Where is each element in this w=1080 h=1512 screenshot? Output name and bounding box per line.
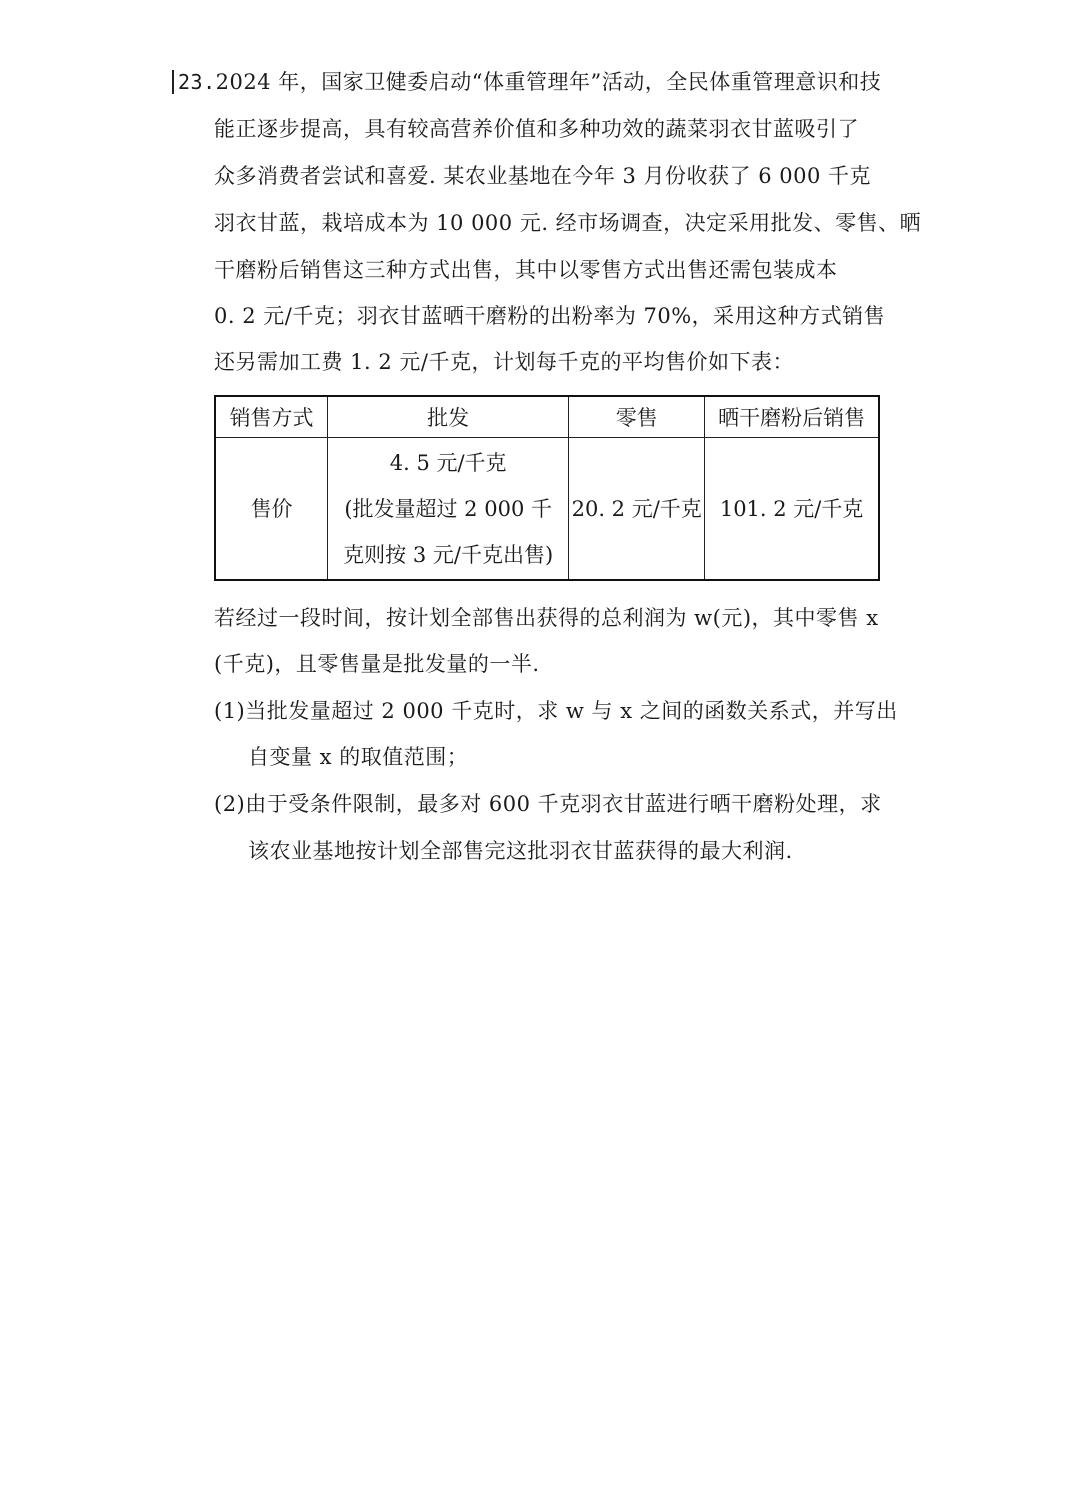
question-line-6: 0. 2 元/千克；羽衣甘蓝晒干磨粉的出粉率为 70%，采用这种方式销售 bbox=[214, 304, 886, 328]
wholesale-line-1: 4. 5 元/千克 bbox=[389, 450, 507, 475]
price-table-header-row bbox=[215, 396, 879, 438]
cell-powder-price: 101. 2 元/千克 bbox=[705, 438, 879, 581]
question-line-1 bbox=[178, 68, 881, 96]
question-line-2: 能正逐步提高，具有较高营养价值和多种功效的蔬菜羽衣甘蓝吸引了 bbox=[214, 117, 859, 141]
margin-mark bbox=[172, 70, 174, 94]
question-line-3: 众多消费者尝试和喜爱. 某农业基地在今年 3 月份收获了 6 000 千克 bbox=[214, 164, 872, 188]
header-wholesale: 批发 bbox=[328, 396, 569, 438]
price-table bbox=[214, 395, 880, 581]
question-number: 23. bbox=[178, 70, 216, 94]
price-table-row bbox=[215, 438, 879, 581]
question-line-5: 干磨粉后销售这三种方式出售，其中以零售方式出售还需包装成本 bbox=[214, 258, 838, 282]
part-2-line-1: (2)由于受条件限制，最多对 600 千克羽衣甘蓝进行晒干磨粉处理，求 bbox=[214, 792, 882, 816]
cell-retail-price: 20. 2 元/千克 bbox=[569, 438, 705, 581]
wholesale-line-2: (批发量超过 2 000 千 bbox=[344, 496, 552, 521]
cell-wholesale-price bbox=[328, 438, 569, 581]
part-1-line-1: (1)当批发量超过 2 000 千克时，求 w 与 x 之间的函数关系式，并写出 bbox=[214, 699, 898, 723]
question-text-1: 2024 年，国家卫健委启动“体重管理年”活动，全民体重管理意识和技 bbox=[215, 70, 882, 94]
header-powder: 晒干磨粉后销售 bbox=[705, 396, 879, 438]
wholesale-line-3: 克则按 3 元/千克出售) bbox=[343, 542, 554, 567]
question-line-4: 羽衣甘蓝，栽培成本为 10 000 元. 经市场调查，决定采用批发、零售、晒 bbox=[214, 211, 922, 235]
question-line-7: 还另需加工费 1. 2 元/千克，计划每千克的平均售价如下表： bbox=[214, 350, 794, 374]
header-retail: 零售 bbox=[569, 396, 705, 438]
header-method: 销售方式 bbox=[215, 396, 328, 438]
after-table-line-1: 若经过一段时间，按计划全部售出获得的总利润为 w(元)，其中零售 x bbox=[214, 606, 879, 630]
row-label-price: 售价 bbox=[215, 438, 328, 581]
part-1-line-2: 自变量 x 的取值范围； bbox=[248, 745, 469, 769]
after-table-line-2: (千克)，且零售量是批发量的一半. bbox=[214, 652, 540, 676]
part-2-line-2: 该农业基地按计划全部售完这批羽衣甘蓝获得的最大利润. bbox=[248, 839, 793, 863]
